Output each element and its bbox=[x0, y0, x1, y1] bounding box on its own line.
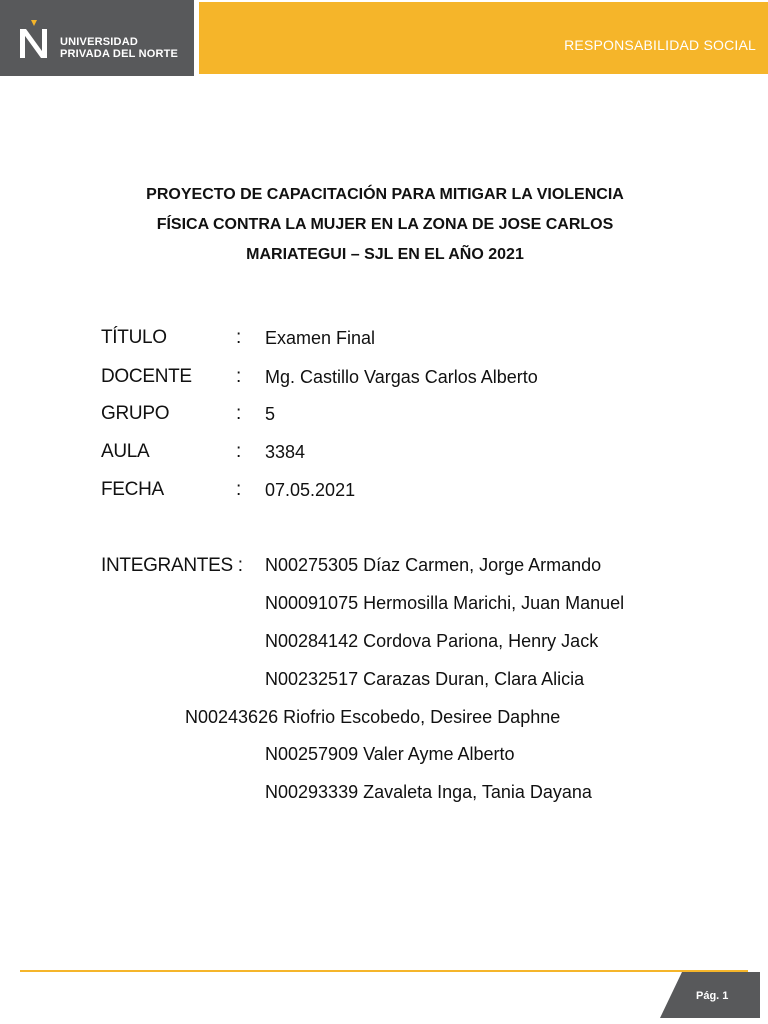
field-row-aula bbox=[0, 438, 768, 466]
field-value: Examen Final bbox=[265, 328, 376, 348]
document-title-line3: MARIATEGUI – SJL EN EL AÑO 2021 bbox=[246, 246, 524, 263]
field-label: FECHA bbox=[101, 479, 164, 500]
field-row-fecha bbox=[0, 476, 768, 504]
field-colon: : bbox=[236, 441, 242, 462]
field-label: AULA bbox=[101, 441, 150, 462]
university-logo bbox=[0, 0, 194, 76]
document-title-line2: FÍSICA CONTRA LA MUJER EN LA ZONA DE JOSE CARLOS bbox=[156, 216, 614, 233]
member-item: N00275305 Díaz Carmen, Jorge Armando bbox=[265, 555, 602, 575]
section-title: RESPONSABILIDAD SOCIAL bbox=[564, 37, 756, 53]
page-header bbox=[0, 0, 768, 76]
field-value: 3384 bbox=[265, 442, 306, 462]
header-bar bbox=[199, 2, 768, 74]
field-colon: : bbox=[236, 366, 242, 387]
field-row-grupo bbox=[0, 400, 768, 428]
footer-rule bbox=[20, 970, 748, 972]
member-item: N00293339 Zavaleta Inga, Tania Dayana bbox=[265, 782, 592, 802]
document-title bbox=[80, 180, 690, 270]
field-row-docente bbox=[0, 363, 768, 391]
university-name-line2: PRIVADA DEL NORTE bbox=[60, 48, 179, 60]
member-item: N00284142 Cordova Pariona, Henry Jack bbox=[265, 631, 599, 651]
field-colon: : bbox=[236, 327, 242, 348]
upn-logo-icon bbox=[18, 20, 50, 60]
member-item: N00232517 Carazas Duran, Clara Alicia bbox=[265, 669, 585, 689]
field-value: 07.05.2021 bbox=[265, 480, 356, 500]
university-name bbox=[60, 36, 178, 60]
field-value: 5 bbox=[265, 404, 276, 424]
document-title-line1: PROYECTO DE CAPACITACIÓN PARA MITIGAR LA VIOLENCIA bbox=[146, 186, 624, 203]
member-item: N00257909 Valer Ayme Alberto bbox=[265, 744, 515, 764]
field-value: Mg. Castillo Vargas Carlos Alberto bbox=[265, 367, 538, 387]
member-item: N00243626 Riofrio Escobedo, Desiree Daphne bbox=[185, 707, 561, 727]
member-item: N00091075 Hermosilla Marichi, Juan Manuel bbox=[265, 593, 625, 613]
field-label: GRUPO bbox=[101, 403, 170, 424]
field-row-titulo bbox=[0, 324, 768, 352]
page-number: Pág. 1 bbox=[696, 990, 729, 1002]
field-colon: : bbox=[236, 479, 242, 500]
members-label: INTEGRANTES : bbox=[101, 555, 243, 576]
field-colon: : bbox=[236, 403, 242, 424]
university-name-line1: UNIVERSIDAD bbox=[60, 36, 138, 48]
field-label: DOCENTE bbox=[101, 366, 192, 387]
field-label: TÍTULO bbox=[101, 327, 167, 348]
